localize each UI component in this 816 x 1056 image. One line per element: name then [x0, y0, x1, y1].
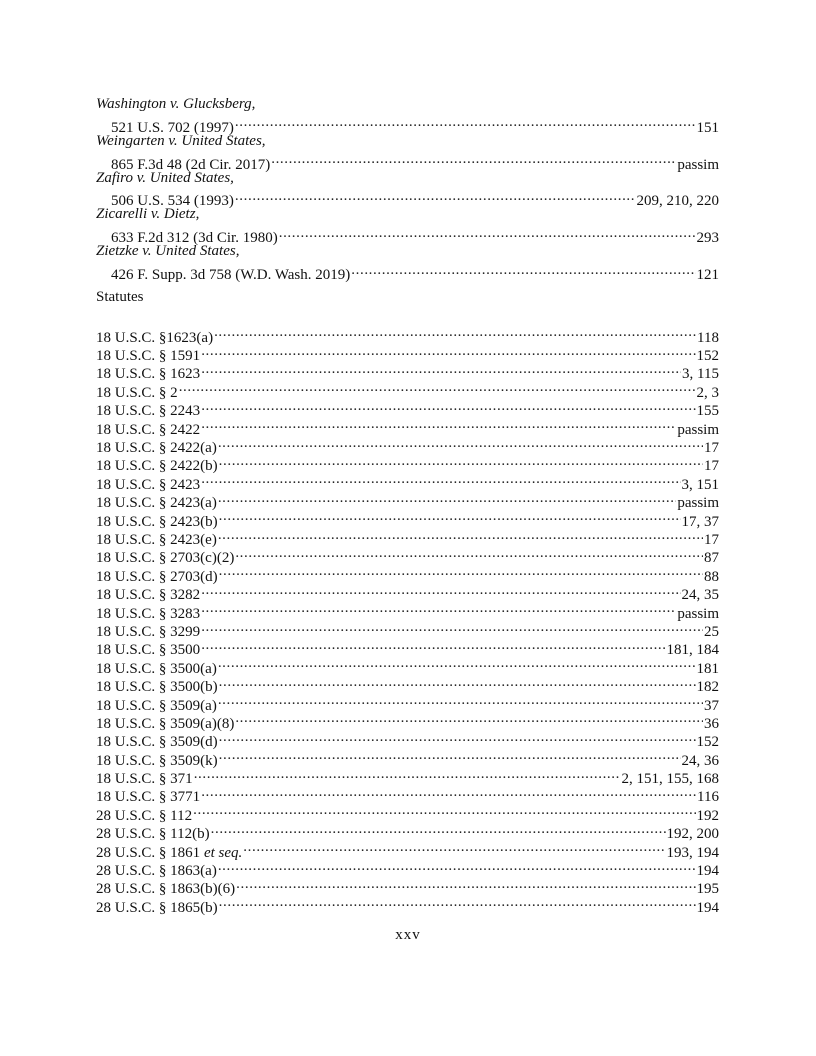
page-reference: 17 [704, 440, 719, 457]
page-reference: 2, 151, 155, 168 [621, 771, 719, 788]
page-reference: 152 [696, 348, 719, 365]
statute-citation: 18 U.S.C. § 2422 [96, 421, 201, 438]
case-citation: 521 U.S. 702 (1997) [111, 119, 234, 136]
statute-citation: 28 U.S.C. § 1863(b)(6) [96, 881, 236, 898]
statute-citation: 28 U.S.C. § 1863(a) [96, 863, 217, 880]
statute-citation: 18 U.S.C. §1623(a) [96, 329, 214, 346]
statute-citation: 28 U.S.C. § 112(b) [96, 826, 210, 843]
case-name: Zietzke v. United States, [96, 243, 240, 260]
statute-citation: 18 U.S.C. § 3282 [96, 587, 201, 604]
table-of-authorities [96, 95, 719, 916]
statute-citation: 28 U.S.C. § 112 [96, 807, 193, 824]
dot-leader [219, 746, 681, 764]
page-reference: passim [677, 605, 719, 622]
statute-citation: 18 U.S.C. § 2423(b) [96, 513, 218, 530]
dot-leader [211, 820, 666, 838]
case-citation-row [96, 187, 719, 210]
page-number: xxv [395, 927, 421, 943]
dot-leader [218, 526, 703, 544]
page-reference: 152 [696, 734, 719, 751]
statute-label [96, 421, 200, 439]
dot-leader [218, 654, 696, 672]
statute-row [96, 397, 719, 420]
statute-label [96, 494, 217, 512]
statute-label [96, 825, 210, 843]
page-reference: 155 [696, 403, 719, 420]
statute-citation: 28 U.S.C. § 1861 [96, 844, 201, 861]
dot-leader [201, 636, 665, 654]
statute-label [96, 384, 178, 402]
statute-label [96, 549, 234, 567]
dot-leader [201, 342, 695, 360]
page-reference: 181, 184 [666, 642, 719, 659]
dot-leader [235, 710, 703, 728]
page-reference: 3, 115 [682, 366, 719, 383]
statute-citation: 18 U.S.C. § 2423 [96, 476, 201, 493]
page-reference: 25 [704, 623, 719, 640]
statute-citation: 28 U.S.C. § 1865(b) [96, 899, 218, 916]
page-reference: 121 [696, 266, 719, 283]
case-name: Washington v. Glucksberg, [96, 96, 256, 112]
statute-citation: 18 U.S.C. § 3299 [96, 623, 201, 640]
statute-citation: 18 U.S.C. § 1591 [96, 348, 201, 365]
case-citation: 633 F.2d 312 (3d Cir. 1980) [111, 230, 278, 247]
statute-citation: 18 U.S.C. § 371 [96, 771, 193, 788]
case-citation: 865 F.3d 48 (2d Cir. 2017) [111, 156, 271, 173]
statute-citation: 18 U.S.C. § 3509(d) [96, 734, 218, 751]
statute-label [96, 531, 217, 549]
cases-section [96, 95, 719, 283]
statute-label [96, 788, 200, 806]
statute-citation: 18 U.S.C. § 3500 [96, 642, 201, 659]
page-reference: 195 [696, 881, 719, 898]
page-reference: 181 [696, 660, 719, 677]
statute-row [96, 323, 719, 346]
dot-leader [219, 507, 681, 525]
statute-citation: 18 U.S.C. § 2423(e) [96, 531, 217, 548]
dot-leader [201, 397, 695, 415]
statute-label [96, 329, 213, 347]
statute-label [96, 641, 200, 659]
dot-leader [243, 838, 665, 856]
dot-leader [218, 857, 696, 875]
statute-label [96, 568, 218, 586]
dot-leader [235, 544, 703, 562]
statute-label [96, 439, 217, 457]
page-reference: passim [677, 156, 719, 173]
statute-label [96, 402, 200, 420]
statute-citation: 18 U.S.C. § 3509(k) [96, 752, 218, 769]
page-reference: 194 [696, 863, 719, 880]
statute-label [96, 733, 218, 751]
dot-leader [201, 618, 703, 636]
dot-leader [271, 150, 676, 168]
dot-leader [218, 691, 703, 709]
case-citation: 426 F. Supp. 3d 758 (W.D. Wash. 2019) [111, 266, 351, 283]
statute-citation: 18 U.S.C. § 2422(a) [96, 440, 217, 457]
page-reference: 17 [704, 458, 719, 475]
dot-leader [214, 323, 696, 341]
dot-leader [219, 893, 696, 911]
statute-citation: 18 U.S.C. § 2243 [96, 403, 201, 420]
case-name: Zicarelli v. Dietz, [96, 206, 200, 223]
statute-row [96, 378, 719, 401]
page-reference: 194 [696, 899, 719, 916]
statute-label [96, 697, 217, 715]
page-reference: passim [677, 495, 719, 512]
statute-suffix: et seq. [203, 844, 243, 861]
page-reference: 293 [696, 230, 719, 247]
statute-citation: 18 U.S.C. § 3509(a)(8) [96, 715, 235, 732]
statute-label [96, 880, 235, 898]
page-reference: 17, 37 [681, 513, 719, 530]
statute-label [96, 899, 218, 917]
dot-leader [194, 765, 621, 783]
statute-citation: 18 U.S.C. § 2423(a) [96, 495, 217, 512]
page-reference: 2, 3 [696, 384, 719, 401]
statute-citation: 18 U.S.C. § 2422(b) [96, 458, 218, 475]
dot-leader [219, 452, 703, 470]
case-name: Zafiro v. United States, [96, 169, 234, 186]
statute-label [96, 807, 192, 825]
statute-citation: 18 U.S.C. § 3283 [96, 605, 201, 622]
dot-leader [201, 360, 681, 378]
dot-leader [218, 489, 677, 507]
page-reference: 193, 194 [666, 844, 719, 861]
statute-citation: 18 U.S.C. § 3500(a) [96, 660, 217, 677]
statute-citation: 18 U.S.C. § 2703(d) [96, 568, 218, 585]
page-reference: 24, 35 [681, 587, 719, 604]
statute-citation: 18 U.S.C. § 3500(b) [96, 679, 218, 696]
case-citation-row [96, 113, 719, 136]
page-reference: 192, 200 [666, 826, 719, 843]
page-reference: passim [677, 421, 719, 438]
statute-citation: 18 U.S.C. § 2 [96, 384, 178, 401]
statute-citation: 18 U.S.C. § 3509(a) [96, 697, 217, 714]
page-reference: 192 [696, 807, 719, 824]
page-reference: 87 [704, 550, 719, 567]
dot-leader [201, 415, 676, 433]
page-reference: 116 [697, 789, 719, 806]
statutes-section [96, 323, 719, 916]
statute-label [96, 660, 217, 678]
dot-leader [219, 562, 703, 580]
statute-citation: 18 U.S.C. § 2703(c)(2) [96, 550, 235, 567]
statute-citation: 18 U.S.C. § 3771 [96, 789, 201, 806]
page-reference: 151 [696, 119, 719, 136]
case-name: Weingarten v. United States, [96, 132, 266, 149]
page-reference: 3, 151 [681, 476, 719, 493]
statutes-heading: Statutes [96, 288, 144, 305]
statute-label [96, 715, 234, 733]
page-reference: 36 [704, 715, 719, 732]
statute-label [96, 770, 193, 788]
page-reference: 209, 210, 220 [636, 193, 719, 210]
case-citation-row [96, 261, 719, 283]
dot-leader [193, 801, 695, 819]
statute-label [96, 476, 200, 494]
dot-leader [219, 728, 696, 746]
page-reference: 24, 36 [681, 752, 719, 769]
page-reference: 17 [704, 531, 719, 548]
dot-leader [236, 875, 695, 893]
case-citation-row [96, 224, 719, 247]
dot-leader [201, 470, 680, 488]
statute-label [96, 623, 200, 641]
statute-label [96, 586, 200, 604]
page-reference: 118 [697, 329, 719, 346]
dot-leader [235, 113, 696, 131]
dot-leader [201, 581, 680, 599]
statute-citation: 18 U.S.C. § 1623 [96, 366, 201, 383]
page-reference: 37 [704, 697, 719, 714]
dot-leader [351, 261, 695, 279]
dot-leader [219, 673, 696, 691]
page-reference: 182 [696, 679, 719, 696]
statute-label [96, 862, 217, 880]
dot-leader [201, 783, 696, 801]
dot-leader [201, 599, 676, 617]
case-citation: 506 U.S. 534 (1993) [111, 193, 234, 210]
dot-leader [179, 378, 696, 396]
case-citation-row [96, 150, 719, 173]
dot-leader [279, 224, 696, 242]
statute-label [96, 347, 200, 365]
page-reference: 88 [704, 568, 719, 585]
statute-label [96, 457, 218, 475]
statute-label [96, 678, 218, 696]
statute-label [96, 513, 218, 531]
dot-leader [235, 187, 636, 205]
statute-label [96, 605, 200, 623]
dot-leader [218, 434, 703, 452]
